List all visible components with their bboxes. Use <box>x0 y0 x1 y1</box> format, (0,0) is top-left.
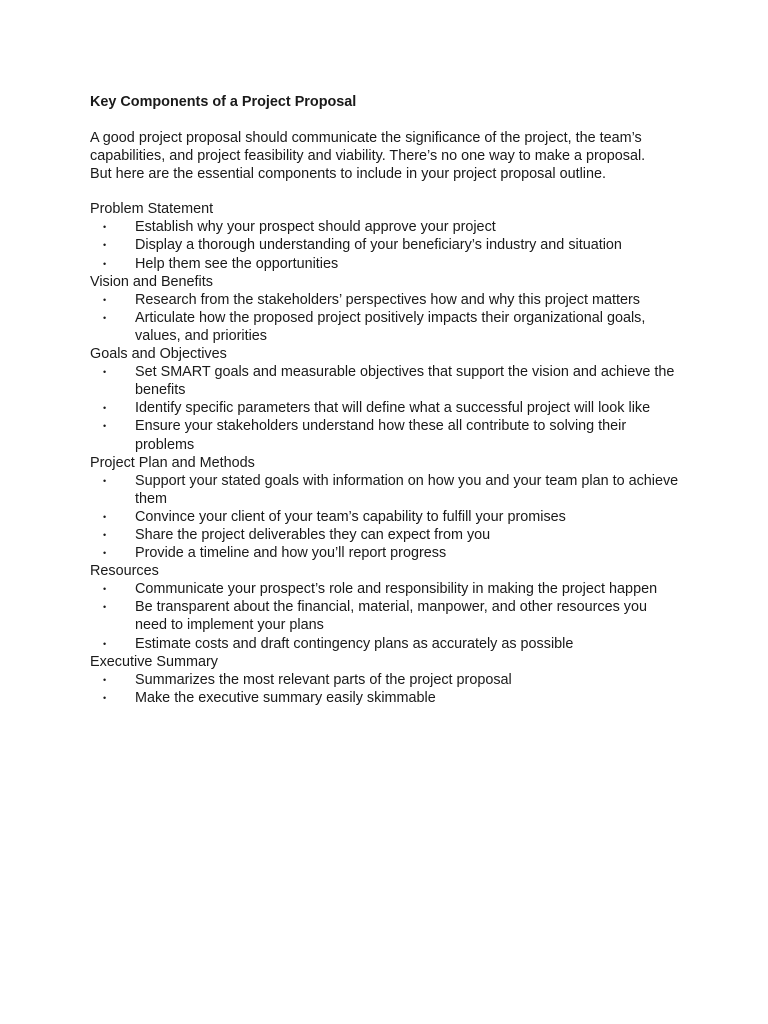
bullet-item <box>90 472 680 508</box>
bullet-text: Identify specific parameters that will define what a successful project will look like <box>135 400 651 417</box>
bullet-dot-icon: • <box>103 258 107 269</box>
bullet-dot-icon: • <box>103 692 107 703</box>
bullet-text: Be transparent about the financial, material, manpower, and other resources you need to implement your plans <box>135 599 647 634</box>
bullet-dot-icon: • <box>103 511 107 522</box>
bullet-dot-icon: • <box>103 240 107 251</box>
section-heading: Vision and Benefits <box>90 273 213 290</box>
bullet-dot-icon: • <box>103 602 107 613</box>
bullet-item <box>90 508 680 526</box>
bullet-item <box>90 598 680 634</box>
bullet-text: Ensure your stakeholders understand how these all contribute to solving their problems <box>135 418 627 453</box>
bullet-dot-icon: • <box>103 475 107 486</box>
bullet-list <box>90 472 688 562</box>
bullet-item <box>90 544 680 562</box>
bullet-text: Establish why your prospect should approve your project <box>135 219 496 236</box>
intro-paragraph: A good project proposal should communicate the significance of the project, the team’s capabilities, and project feasibility and viability. There’s no one way to make a proposal. But here are the essential components to include in your project proposal outline. <box>90 130 646 183</box>
bullet-dot-icon: • <box>103 584 107 595</box>
bullet-list <box>90 671 688 707</box>
bullet-item <box>90 291 680 309</box>
section-heading: Goals and Objectives <box>90 346 227 363</box>
bullet-item <box>90 218 680 236</box>
bullet-text: Share the project deliverables they can expect from you <box>135 526 491 543</box>
bullet-dot-icon: • <box>103 294 107 305</box>
bullet-item <box>90 399 680 417</box>
bullet-text: Display a thorough understanding of your beneficiary’s industry and situation <box>135 237 622 254</box>
bullet-item <box>90 635 680 653</box>
bullet-text: Articulate how the proposed project positively impacts their organizational goals, values, and priorities <box>135 309 646 344</box>
bullet-dot-icon: • <box>103 638 107 649</box>
bullet-text: Support your stated goals with information on how you and your team plan to achieve them <box>135 472 679 507</box>
section-heading: Problem Statement <box>90 201 214 218</box>
bullet-list <box>90 291 688 345</box>
bullet-dot-icon: • <box>103 421 107 432</box>
bullet-text: Communicate your prospect’s role and responsibility in making the project happen <box>135 581 658 598</box>
bullet-text: Help them see the opportunities <box>135 255 339 272</box>
bullet-text: Research from the stakeholders’ perspectives how and why this project matters <box>135 291 640 308</box>
bullet-item <box>90 417 680 453</box>
document-title: Key Components of a Project Proposal <box>90 94 357 110</box>
bullet-text: Provide a timeline and how you’ll report progress <box>135 545 447 562</box>
bullet-item <box>90 236 680 254</box>
section-heading: Resources <box>90 563 159 580</box>
bullet-text: Summarizes the most relevant parts of the project proposal <box>135 671 512 688</box>
bullet-dot-icon: • <box>103 403 107 414</box>
bullet-text: Set SMART goals and measurable objectives that support the vision and achieve the benefits <box>135 364 675 399</box>
bullet-dot-icon: • <box>103 674 107 685</box>
bullet-dot-icon: • <box>103 222 107 233</box>
bullet-item <box>90 363 680 399</box>
bullet-dot-icon: • <box>103 548 107 559</box>
bullet-list <box>90 218 688 272</box>
section-heading: Executive Summary <box>90 653 218 670</box>
bullet-item <box>90 671 680 689</box>
bullet-item <box>90 689 680 707</box>
bullet-item <box>90 255 680 273</box>
bullet-dot-icon: • <box>103 529 107 540</box>
section-heading: Project Plan and Methods <box>90 454 255 471</box>
bullet-text: Make the executive summary easily skimmable <box>135 689 436 706</box>
bullet-item <box>90 309 680 345</box>
sections-container <box>90 200 688 707</box>
bullet-text: Convince your client of your team’s capability to fulfill your promises <box>135 508 566 525</box>
bullet-item <box>90 580 680 598</box>
bullet-text: Estimate costs and draft contingency plans as accurately as possible <box>135 635 574 652</box>
bullet-list <box>90 580 688 652</box>
bullet-list <box>90 363 688 453</box>
bullet-dot-icon: • <box>103 367 107 378</box>
bullet-dot-icon: • <box>103 312 107 323</box>
bullet-item <box>90 526 680 544</box>
